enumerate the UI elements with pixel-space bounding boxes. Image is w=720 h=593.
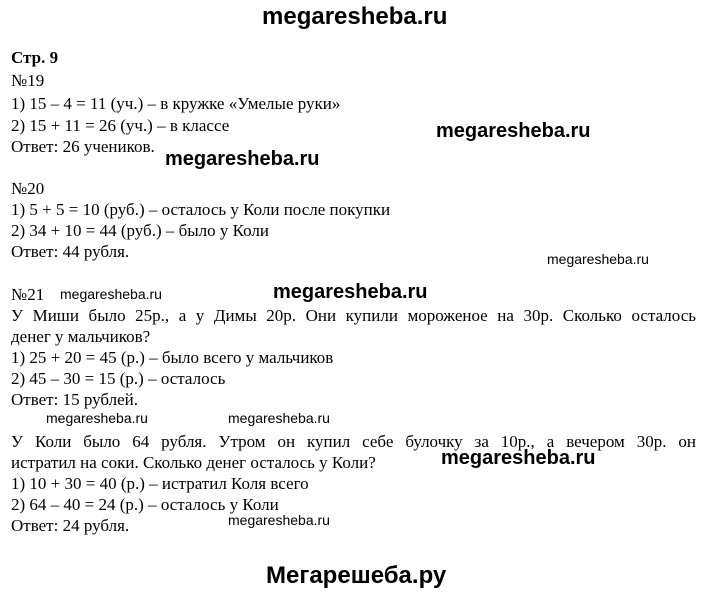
task-number: №20 [11, 179, 45, 198]
problem-text: У Миши было 25р., а у Димы 20р. Они купили мороженое на 30р. Сколько осталось [11, 306, 696, 325]
answer-line: Ответ: 15 рублей. [11, 390, 138, 409]
watermark: megaresheba.ru [46, 410, 148, 426]
solution-line: 2) 64 – 40 = 24 (р.) – осталось у Коли [11, 495, 279, 514]
watermark: megaresheba.ru [228, 512, 330, 528]
task-number: №19 [11, 71, 45, 90]
watermark: megaresheba.ru [165, 148, 320, 170]
problem-text: истратил на соки. Сколько денег осталось у Коли? [11, 453, 376, 472]
problem-text: денег у мальчиков? [11, 327, 151, 346]
solution-line: 1) 5 + 5 = 10 (руб.) – осталось у Коли после покупки [11, 200, 391, 219]
answer-line: Ответ: 24 рубля. [11, 516, 130, 535]
solution-line: 1) 15 – 4 = 11 (уч.) – в кружке «Умелые руки» [11, 94, 341, 113]
watermark: megaresheba.ru [441, 447, 596, 469]
watermark: megaresheba.ru [228, 410, 330, 426]
answer-line: Ответ: 44 рубля. [11, 242, 130, 261]
solution-line: 1) 25 + 20 = 45 (р.) – было всего у мальчиков [11, 348, 334, 367]
solution-line: 1) 10 + 30 = 40 (р.) – истратил Коля всего [11, 474, 309, 493]
problem-text: У Коли было 64 рубля. Утром он купил себе булочку за 10р., а вечером 30р. он [11, 432, 696, 451]
task-number: №21 [11, 285, 45, 304]
solution-line: 2) 34 + 10 = 44 (руб.) – было у Коли [11, 221, 270, 240]
watermark: megaresheba.ru [436, 120, 591, 142]
watermark: megaresheba.ru [273, 281, 428, 303]
answer-line: Ответ: 26 учеников. [11, 137, 155, 156]
watermark: megaresheba.ru [547, 251, 649, 267]
solution-line: 2) 45 – 30 = 15 (р.) – осталось [11, 369, 226, 388]
page-label: Стр. 9 [11, 48, 59, 67]
header-site-watermark: megaresheba.ru [262, 3, 448, 30]
watermark: megaresheba.ru [60, 286, 162, 302]
footer-site-watermark: Мегарешеба.ру [266, 562, 447, 589]
solution-line: 2) 15 + 11 = 26 (уч.) – в классе [11, 116, 230, 135]
